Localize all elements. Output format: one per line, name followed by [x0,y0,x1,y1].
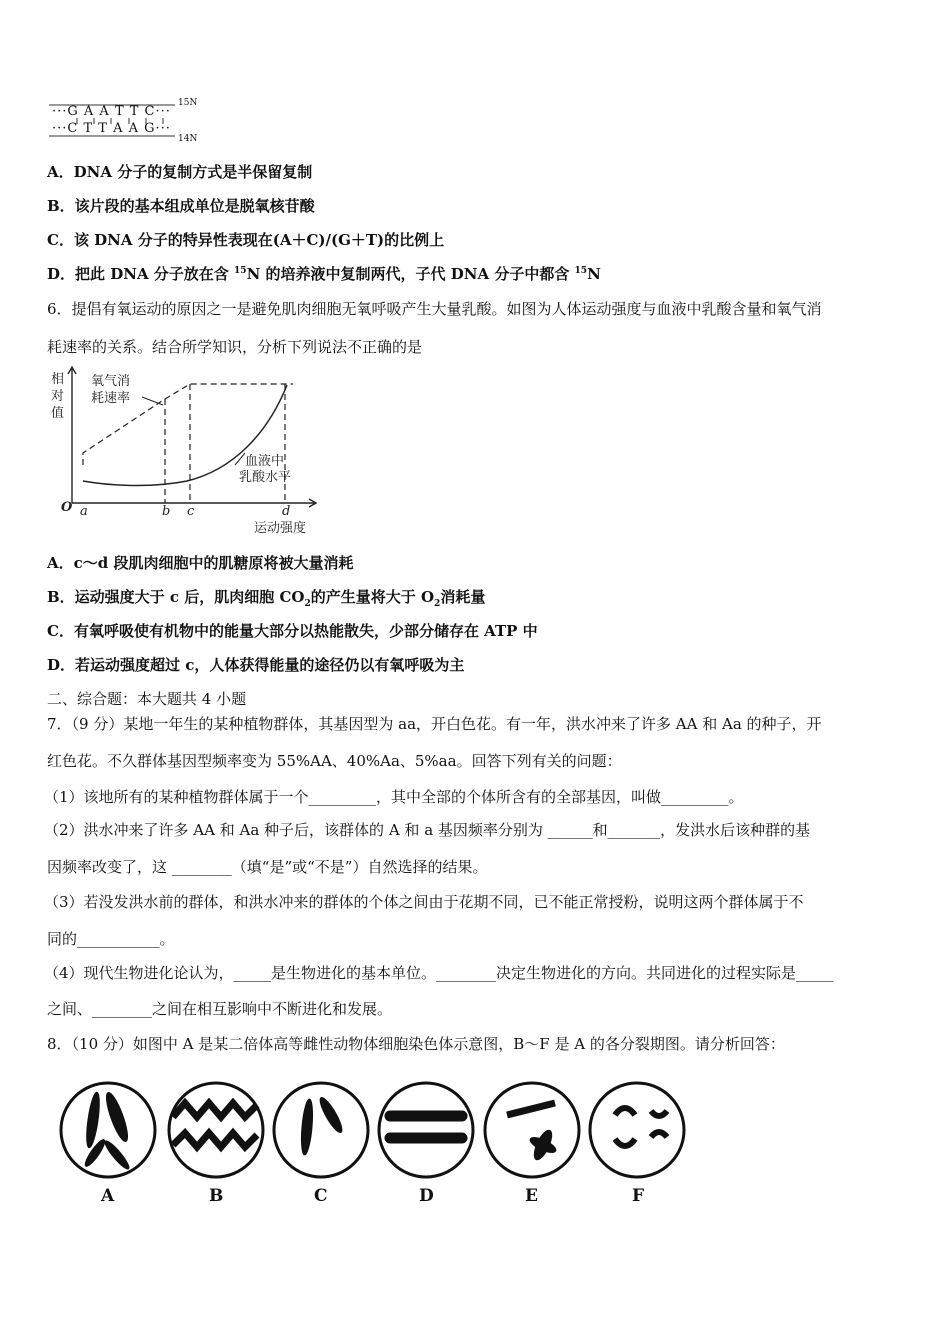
x-tick-c: c [187,504,195,519]
oxygen-label-line-2: 耗速率 [91,391,131,406]
dna-top-strand: ···G A A T T C··· [52,104,171,119]
cell-label-e: E [525,1186,538,1205]
q6-option-d: D．若运动强度超过 c，人体获得能量的途径仍以有氧呼吸为主 [47,656,465,674]
cell-label-d: D [419,1186,434,1205]
y-label-char-1: 相 [51,372,65,387]
cell-f [590,1083,684,1177]
q8-stem: 8．（10 分）如图中 A 是某二倍体高等雌性动物体细胞染色体示意图，B～F 是 A 的各分裂期图。请分析回答： [47,1035,785,1053]
x-tick-a: a [80,504,88,519]
y-label-char-2: 对 [51,389,65,404]
q7-part-2-line-2: 因频率改变了，这 ________（填“是”或“不是”）自然选择的结果。 [47,858,488,876]
cell-label-c: C [314,1186,328,1205]
lactate-label-pointer [235,453,245,465]
q5-option-a: A．DNA 分子的复制方式是半保留复制 [47,163,313,181]
oxygen-label-pointer [142,397,163,405]
origin-label: O [61,500,73,515]
lactate-label-line-2: 乳酸水平 [239,470,292,485]
q5-option-c: C．该 DNA 分子的特异性表现在(A＋C)/(G＋T)的比例上 [47,231,445,249]
q6-option-c: C．有氧呼吸使有机物中的能量大部分以热能散失，少部分储存在 ATP 中 [47,622,538,640]
cell-label-f: F [632,1186,645,1205]
q7-stem-line-1: 7．（9 分）某地一年生的某种植物群体，其基因型为 aa，开白色花。有一年，洪水冲来了许多 AA 和 Aa 的种子，开 [47,715,822,733]
q7-part-4-line-2: 之间、________之间在相互影响中不断进化和发展。 [47,1000,393,1018]
q6-stem-line-2: 耗速率的关系。结合所学知识，分析下列说法不正确的是 [47,338,423,356]
oxygen-label-line-1: 氧气消 [91,374,131,389]
section-title: 二、综合题：本大题共 4 小题 [47,690,247,708]
q7-part-4-line-1: （4）现代生物进化论认为，_____是生物进化的基本单位。________决定生物进化的方向。共同进化的过程实际是_____ [44,964,834,982]
x-tick-b: b [162,504,171,519]
cell-label-a: A [101,1186,115,1205]
dna-bottom-strand: ···C T T A A G··· [52,121,171,136]
q5-option-d: D．把此 DNA 分子放在含 $^{15}$N 的培养液中复制两代，子代 DNA 分子中都含 $^{15}$N [47,265,601,283]
q7-part-3-line-1: （3）若没发洪水前的群体，和洪水冲来的群体的个体之间由于花期不同，已不能正常授粉，说明这两个群体属于不 [44,893,804,911]
y-label-char-3: 值 [51,406,65,421]
lactate-label-line-1: 血液中 [245,454,285,469]
q5-option-b: B．该片段的基本组成单位是脱氧核苷酸 [47,197,315,215]
cell-e [485,1083,579,1177]
q7-part-2-line-1: （2）洪水冲来了许多 AA 和 Aa 种子后，该群体的 A 和 a 基因频率分别为 ______和_______，发洪水后该种群的基 [44,821,811,839]
x-tick-d: d [282,504,291,519]
q6-option-a: A．c～d 段肌肉细胞中的肌糖原将被大量消耗 [47,554,354,572]
cell-d [379,1083,473,1177]
dna-bottom-label: 14N [178,134,198,144]
q7-part-1: （1）该地所有的某种植物群体属于一个_________，其中全部的个体所含有的全部基因，叫做_________。 [44,788,744,806]
q6-chart [47,365,337,540]
q6-stem-line-1: 6．提倡有氧运动的原因之一是避免肌肉细胞无氧呼吸产生大量乳酸。如图为人体运动强度与血液中乳酸含量和氧气消 [47,300,822,318]
dna-top-label: 15N [178,98,198,108]
q6-option-b: B．运动强度大于 c 后，肌肉细胞 $CO_2$的产生量将大于 $O_2$消耗量 [47,588,486,609]
q7-stem-line-2: 红色花。不久群体基因型频率变为 55%AA、40%Aa、5%aa。回答下列有关的问题： [47,752,622,770]
cell-c [274,1083,368,1177]
cell-division-figure [55,1075,695,1205]
cell-label-b: B [209,1186,224,1205]
x-axis-label: 运动强度 [254,521,307,536]
q7-part-3-line-2: 同的___________。 [47,930,175,948]
